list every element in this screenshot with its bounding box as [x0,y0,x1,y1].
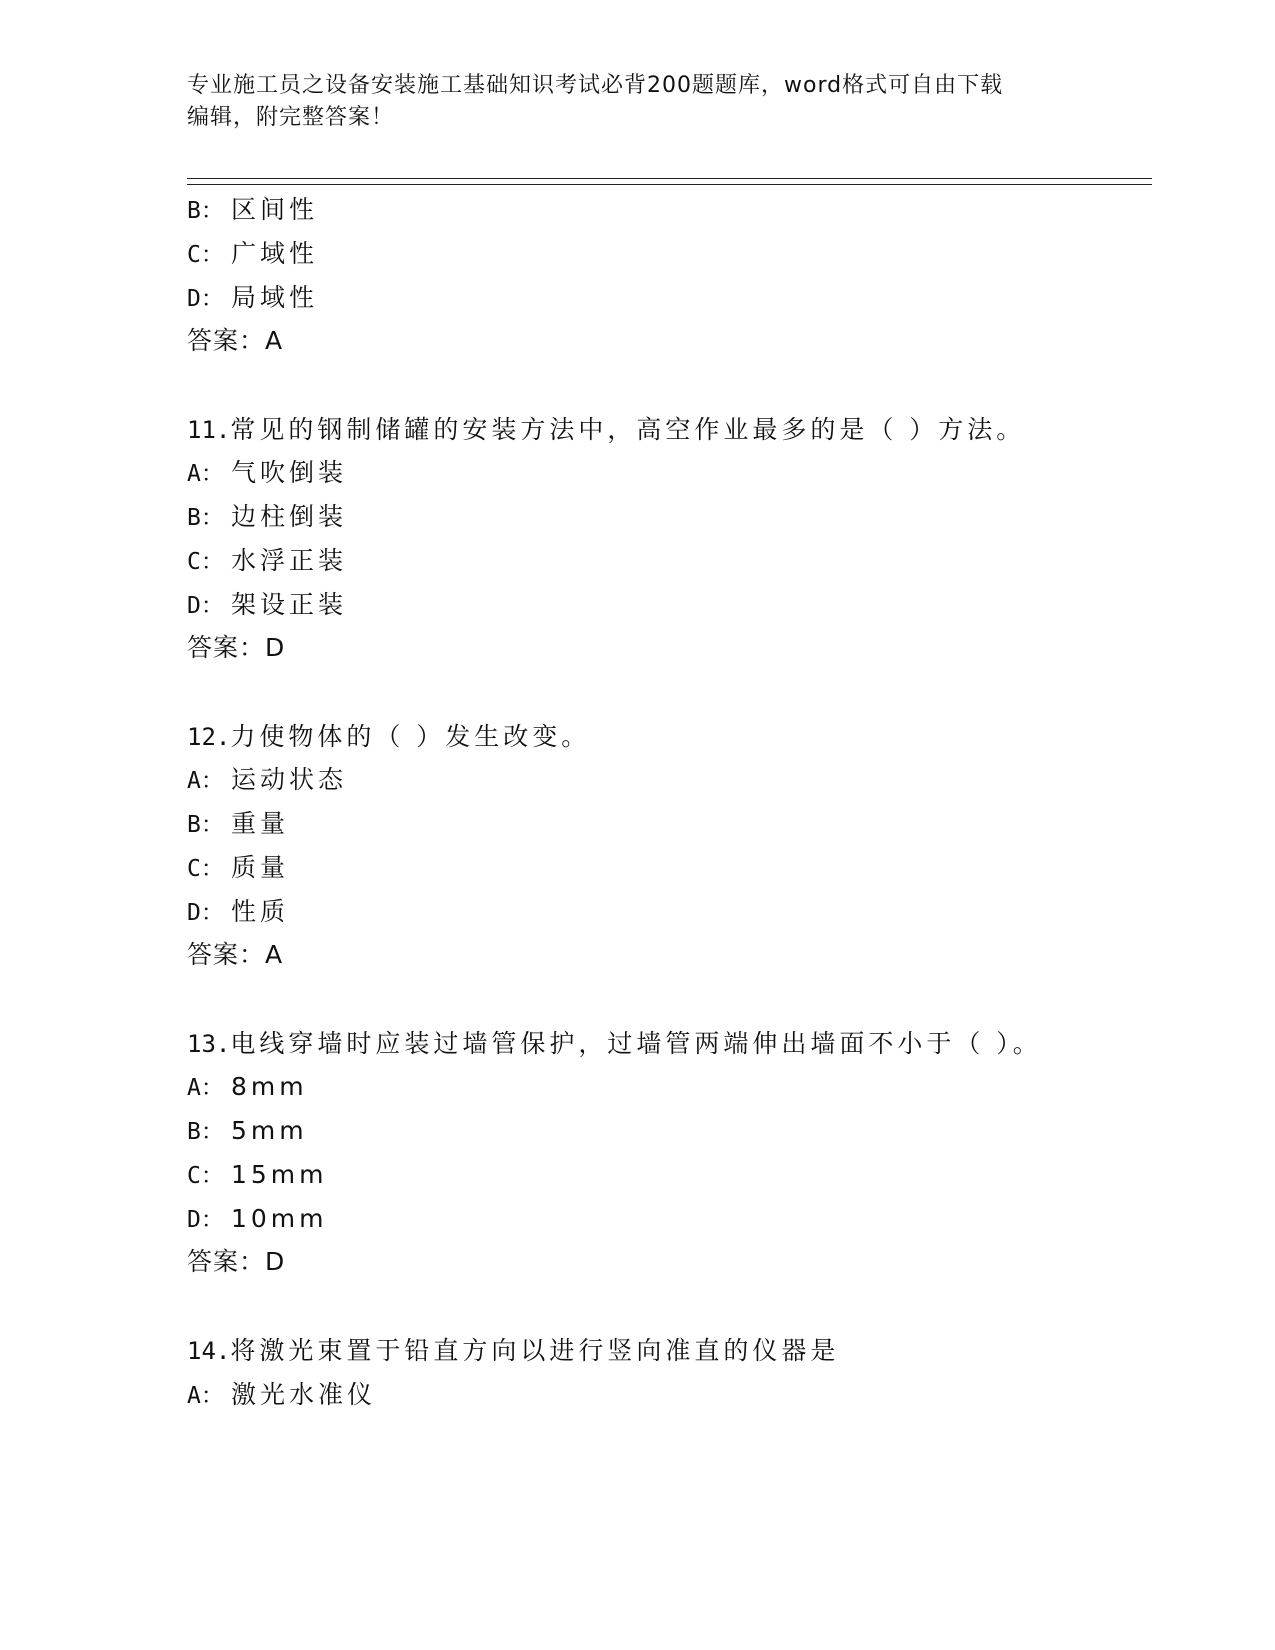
option-text: 架设正装 [231,590,348,619]
q14-stem [187,1336,839,1366]
q13-option-b [187,1116,308,1147]
q12-option-c [187,853,289,884]
option-letter: D： [187,593,224,619]
q10-option-b [187,195,318,226]
document-header [187,70,1067,134]
option-text: 区间性 [231,195,319,224]
q11-option-c [187,546,347,577]
option-text: 水浮正装 [231,546,348,575]
q11-answer: 答案：D [187,633,286,662]
q12-option-a [187,765,347,796]
option-letter: C： [187,242,224,268]
q11-option-a [187,458,347,489]
option-text: 重量 [231,809,290,838]
header-divider-bottom [187,184,1152,185]
question-text: 常见的钢制储罐的安装方法中，高空作业最多的是（ ）方法。 [230,415,1026,444]
option-text: 10mm [231,1204,328,1233]
q11-option-d [187,590,347,621]
q11-stem [187,415,1025,445]
q13-option-a [187,1072,308,1103]
option-text: 8mm [231,1072,308,1101]
option-letter: A： [187,461,224,487]
q13-option-c [187,1160,328,1191]
option-text: 激光水准仪 [231,1380,377,1409]
q10-answer: 答案：A [187,326,284,355]
header-divider-top [187,178,1152,179]
option-letter: B： [187,198,224,224]
q11-option-b [187,502,347,533]
question-text: 将激光束置于铅直方向以进行竖向准直的仪器是 [230,1336,840,1365]
q12-stem [187,722,590,752]
q10-option-c [187,239,318,270]
option-text: 性质 [231,897,290,926]
q12-option-d [187,897,289,928]
header-title-line-1: 专业施工员之设备安装施工基础知识考试必背200题题库，word格式可自由下载 [187,73,1004,98]
option-text: 气吹倒装 [231,458,348,487]
option-text: 运动状态 [231,765,348,794]
q12-option-b [187,809,289,840]
header-title-line-2: 编辑，附完整答案！ [187,105,395,130]
option-letter: D： [187,1207,224,1233]
option-letter: B： [187,1119,224,1145]
option-letter: A： [187,1383,224,1409]
question-text: 力使物体的（ ）发生改变。 [230,722,591,751]
option-text: 5mm [231,1116,308,1145]
option-text: 局域性 [231,283,319,312]
option-letter: B： [187,812,224,838]
option-letter: C： [187,1163,224,1189]
question-text: 电线穿墙时应装过墙管保护，过墙管两端伸出墙面不小于（ ）。 [230,1029,1042,1058]
q12-answer: 答案：A [187,940,284,969]
option-text: 15mm [231,1160,328,1189]
question-number: 12. [187,723,231,751]
q13-option-d [187,1204,328,1235]
q14-option-a [187,1380,376,1411]
option-letter: B： [187,505,224,531]
option-letter: A： [187,768,224,794]
question-number: 14. [187,1337,231,1365]
option-letter: C： [187,549,224,575]
q13-stem [187,1029,1042,1059]
option-text: 质量 [231,853,290,882]
q13-answer: 答案：D [187,1247,286,1276]
option-letter: D： [187,900,224,926]
option-letter: D： [187,286,224,312]
option-letter: A： [187,1075,224,1101]
q10-option-d [187,283,318,314]
option-text: 边柱倒装 [231,502,348,531]
option-text: 广域性 [231,239,319,268]
option-letter: C： [187,856,224,882]
question-number: 13. [187,1030,231,1058]
question-number: 11. [187,416,231,444]
